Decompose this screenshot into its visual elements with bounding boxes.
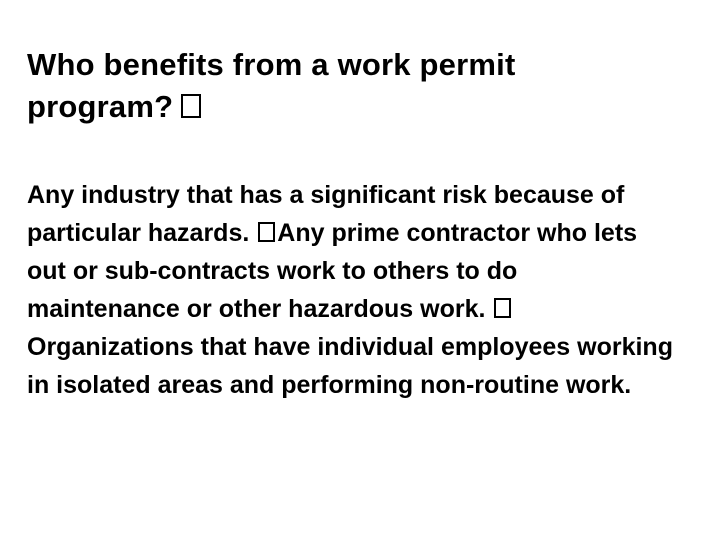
bullet-text-3: Organizations that have individual employees working in isolated areas and performing non-routine work.: [27, 333, 673, 399]
missing-glyph-box-icon: [181, 94, 201, 118]
slide-body: [27, 176, 677, 404]
slide-title-text: Who benefits from a work permit program?: [27, 47, 516, 124]
missing-glyph-box-icon: [258, 222, 275, 242]
bullet-text-2: Any prime contractor who lets out or sub-contracts work to others to do maintenance or other hazardous work.: [27, 219, 638, 323]
missing-glyph-box-icon: [494, 298, 511, 318]
slide-title: [27, 44, 667, 128]
bullet-text-1: Any industry that has a significant risk because of particular hazards.: [27, 181, 625, 247]
